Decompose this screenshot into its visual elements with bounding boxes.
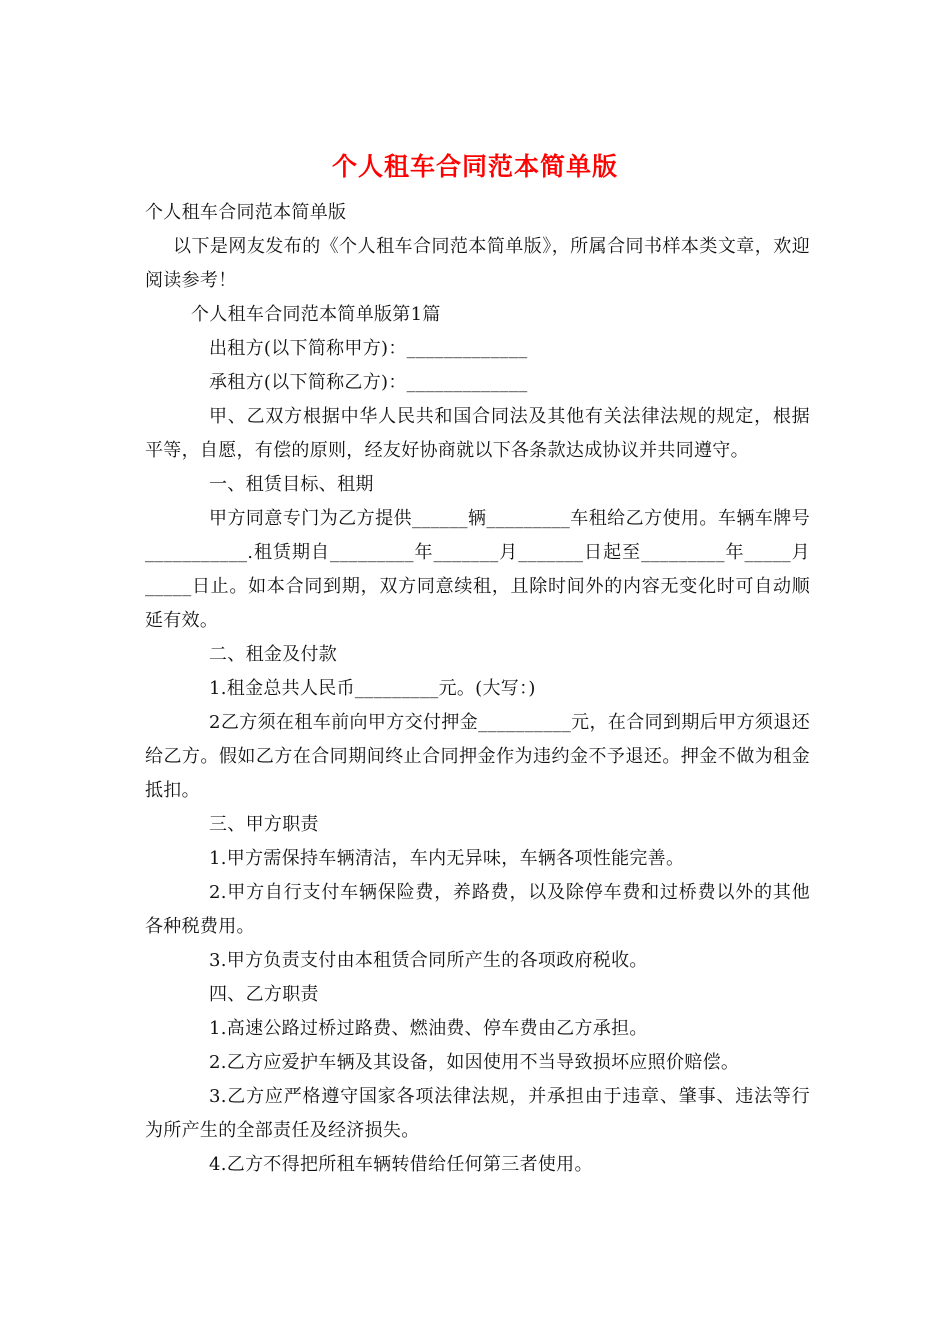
document-body xyxy=(145,196,810,1182)
paragraph: 承租方(以下简称乙方)：_____________ xyxy=(209,372,528,393)
paragraph: 2.甲方自行支付车辆保险费，养路费，以及除停车费和过桥费以外的其他各种税费用。 xyxy=(145,882,810,937)
paragraph: 出租方(以下简称甲方)：_____________ xyxy=(209,338,528,359)
paragraph: 2.乙方应爱护车辆及其设备，如因使用不当导致损坏应照价赔偿。 xyxy=(209,1052,740,1073)
paragraph: 一、租赁目标、租期 xyxy=(209,474,374,495)
paragraph: 三、甲方职责 xyxy=(209,814,319,835)
paragraph: 甲方同意专门为乙方提供______辆_________车租给乙方使用。车辆车牌号___________.租赁期自_________年_______月_______日起至_________年_____月_____日止。如本合同到期，双方同意续租，且除时间外的内容无变化时可自动顺延有效。 xyxy=(145,508,810,631)
paragraph: 3.甲方负责支付由本租赁合同所产生的各项政府税收。 xyxy=(209,950,648,971)
paragraph: 1.租金总共人民币_________元。(大写：) xyxy=(209,678,536,699)
paragraph: 3.乙方应严格遵守国家各项法律法规，并承担由于违章、肇事、违法等行为所产生的全部责任及经济损失。 xyxy=(145,1086,810,1141)
paragraph: 个人租车合同范本简单版 xyxy=(145,202,347,223)
paragraph: 1.高速公路过桥过路费、燃油费、停车费由乙方承担。 xyxy=(209,1018,648,1039)
paragraph: 以下是网友发布的《个人租车合同范本简单版》，所属合同书样本类文章，欢迎阅读参考！ xyxy=(145,236,810,291)
paragraph: 二、租金及付款 xyxy=(209,644,338,665)
document-title: 个人租车合同范本简单版 xyxy=(331,152,618,181)
paragraph: 4.乙方不得把所租车辆转借给任何第三者使用。 xyxy=(209,1154,593,1175)
paragraph: 个人租车合同范本简单版第1篇 xyxy=(191,304,441,325)
paragraph: 四、乙方职责 xyxy=(209,984,319,1005)
paragraph: 1.甲方需保持车辆清洁，车内无异味，车辆各项性能完善。 xyxy=(209,848,685,869)
paragraph: 2乙方须在租车前向甲方交付押金__________元，在合同到期后甲方须退还给乙方。假如乙方在合同期间终止合同押金作为违约金不予退还。押金不做为租金抵扣。 xyxy=(145,712,810,801)
paragraph: 甲、乙双方根据中华人民共和国合同法及其他有关法律法规的规定，根据平等，自愿，有偿的原则，经友好协商就以下各条款达成协议并共同遵守。 xyxy=(145,406,810,461)
